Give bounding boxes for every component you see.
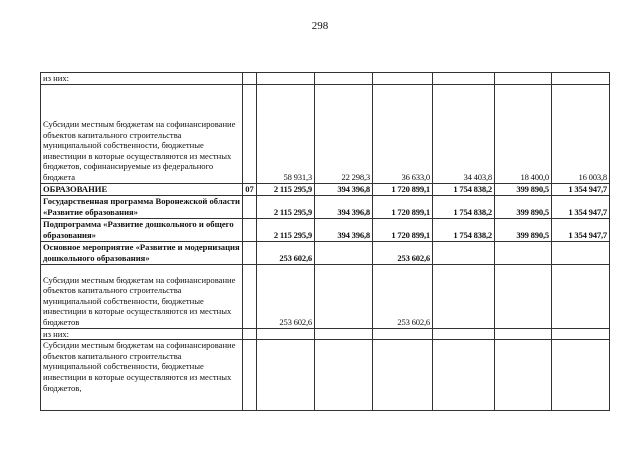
value-cell: 1 754 838,2 <box>433 183 495 195</box>
row-name: из них: <box>41 73 243 85</box>
value-cell <box>257 328 315 340</box>
value-cell <box>315 264 373 328</box>
value-cell: 1 754 838,2 <box>433 195 495 218</box>
value-cell <box>495 73 552 85</box>
value-cell: 58 931,3 <box>257 84 315 183</box>
value-cell <box>552 73 610 85</box>
row-code <box>243 195 257 218</box>
value-cell <box>433 241 495 264</box>
value-cell: 1 720 899,1 <box>373 183 433 195</box>
row-code <box>243 73 257 85</box>
value-cell <box>495 264 552 328</box>
value-cell <box>433 328 495 340</box>
row-code <box>243 84 257 183</box>
row-code <box>243 241 257 264</box>
value-cell: 394 396,8 <box>315 195 373 218</box>
value-cell: 253 602,6 <box>257 264 315 328</box>
value-cell: 394 396,8 <box>315 183 373 195</box>
value-cell <box>495 340 552 411</box>
row-name: Субсидии местным бюджетам на софинансирование объектов капитального строительства муниципальной собственности, бюджетные инвестиции в которые осуществляются из местных бюджетов <box>41 264 243 328</box>
row-code <box>243 328 257 340</box>
row-name: из них: <box>41 328 243 340</box>
value-cell: 22 298,3 <box>315 84 373 183</box>
table-row <box>41 241 610 264</box>
value-cell <box>315 328 373 340</box>
budget-table <box>40 72 610 411</box>
value-cell <box>495 328 552 340</box>
table-row <box>41 264 610 328</box>
value-cell <box>373 328 433 340</box>
value-cell: 1 720 899,1 <box>373 195 433 218</box>
table-row <box>41 340 610 411</box>
row-name: Основное мероприятие «Развитие и модернизация дошкольного образования» <box>41 241 243 264</box>
value-cell <box>373 73 433 85</box>
value-cell: 16 003,8 <box>552 84 610 183</box>
value-cell <box>552 241 610 264</box>
table-row <box>41 84 610 183</box>
value-cell: 1 354 947,7 <box>552 183 610 195</box>
table-row <box>41 73 610 85</box>
table-row <box>41 195 610 218</box>
value-cell: 2 115 295,9 <box>257 195 315 218</box>
row-code <box>243 218 257 241</box>
row-code: 07 <box>243 183 257 195</box>
value-cell <box>495 241 552 264</box>
value-cell <box>433 264 495 328</box>
value-cell <box>433 340 495 411</box>
table-row <box>41 328 610 340</box>
value-cell <box>433 73 495 85</box>
row-name: Подпрограмма «Развитие дошкольного и общего образования» <box>41 218 243 241</box>
page-number: 298 <box>311 20 329 32</box>
value-cell: 2 115 295,9 <box>257 218 315 241</box>
value-cell: 394 396,8 <box>315 218 373 241</box>
value-cell: 18 400,0 <box>495 84 552 183</box>
value-cell: 253 602,6 <box>373 264 433 328</box>
value-cell <box>315 73 373 85</box>
value-cell: 399 890,5 <box>495 218 552 241</box>
table-row <box>41 218 610 241</box>
value-cell <box>315 340 373 411</box>
row-name: Субсидии местным бюджетам на софинансирование объектов капитального строительства муниципальной собственности, бюджетные инвестиции в которые осуществляются из местных бюджетов, софинансируемые из федерального бюджета <box>41 84 243 183</box>
value-cell: 253 602,6 <box>373 241 433 264</box>
value-cell <box>257 73 315 85</box>
value-cell <box>552 328 610 340</box>
value-cell: 1 720 899,1 <box>373 218 433 241</box>
table-row <box>41 183 610 195</box>
value-cell: 1 354 947,7 <box>552 218 610 241</box>
row-name: Субсидии местным бюджетам на софинансирование объектов капитального строительства муниципальной собственности, бюджетные инвестиции в которые осуществляются из местных бюджетов, <box>41 340 243 411</box>
value-cell <box>373 340 433 411</box>
row-name: Государственная программа Воронежской области «Развитие образования» <box>41 195 243 218</box>
value-cell: 399 890,5 <box>495 183 552 195</box>
value-cell: 1 754 838,2 <box>433 218 495 241</box>
value-cell: 36 633,0 <box>373 84 433 183</box>
value-cell <box>552 340 610 411</box>
row-name: ОБРАЗОВАНИЕ <box>41 183 243 195</box>
value-cell: 399 890,5 <box>495 195 552 218</box>
value-cell <box>552 264 610 328</box>
value-cell: 34 403,8 <box>433 84 495 183</box>
value-cell: 253 602,6 <box>257 241 315 264</box>
value-cell: 2 115 295,9 <box>257 183 315 195</box>
value-cell <box>257 340 315 411</box>
value-cell <box>315 241 373 264</box>
row-code <box>243 340 257 411</box>
value-cell: 1 354 947,7 <box>552 195 610 218</box>
row-code <box>243 264 257 328</box>
